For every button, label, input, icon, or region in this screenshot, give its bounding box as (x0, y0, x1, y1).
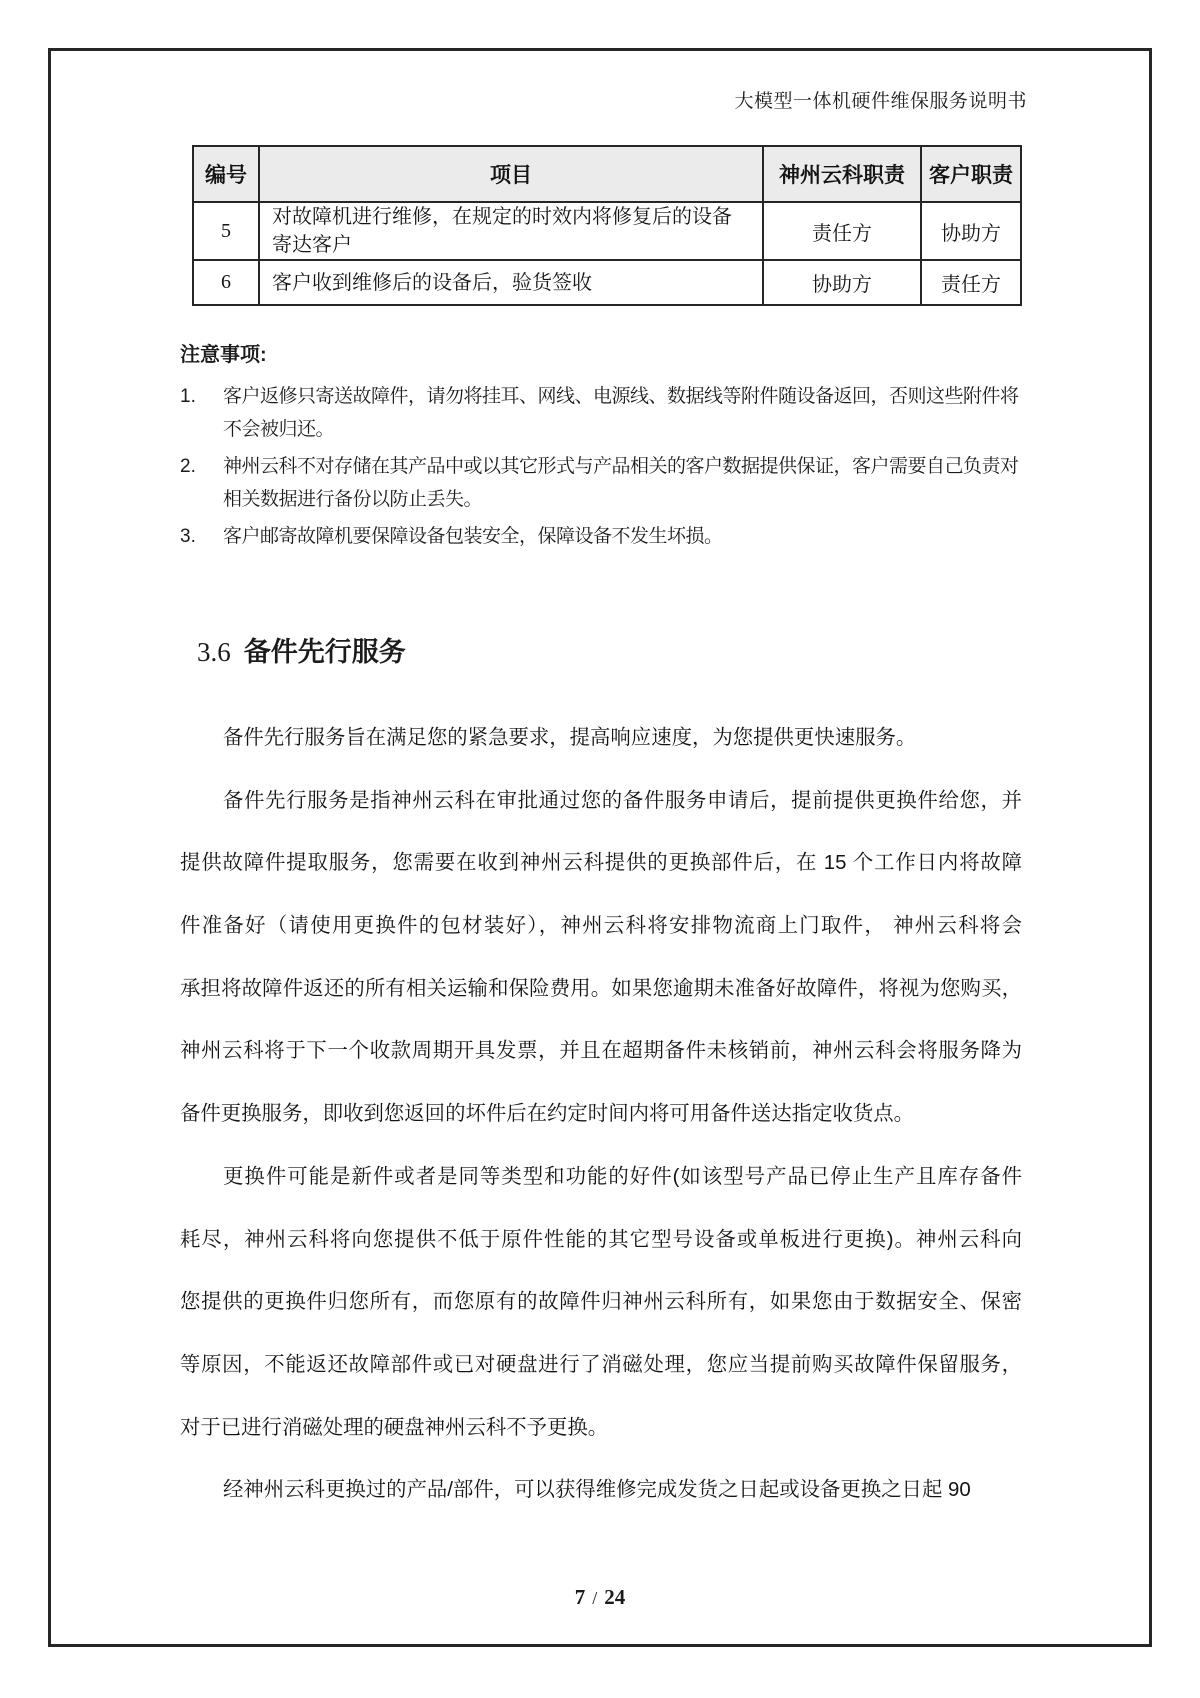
page-footer (0, 1585, 1200, 1610)
note-line: 相关数据进行备份以防止丢失。 (223, 489, 483, 510)
note-line: 客户返修只寄送故障件，请勿将挂耳、网线、电源线、数据线等附件随设备返回，否则这些附件将 (223, 386, 1019, 407)
table-header-row (193, 146, 1021, 202)
note-item (180, 380, 1025, 446)
item-cell: 客户收到维修后的设备后，验货签收 (259, 260, 763, 305)
row-number-cell: 5 (193, 202, 259, 260)
section-heading (197, 630, 406, 669)
table-row (193, 260, 1021, 305)
table-header-cell-vendor-duty: 神州云科职责 (763, 146, 921, 202)
table-header-cell-no: 编号 (193, 146, 259, 202)
customer-duty-cell: 协助方 (921, 202, 1021, 260)
note-number: 1. (180, 386, 196, 407)
body-line: 神州云科将于下一个收款周期开具发票，并且在超期备件未核销前，神州云科会将服务降为 (180, 1040, 1022, 1063)
note-line: 客户邮寄故障机要保障设备包装安全，保障设备不发生坏损。 (223, 526, 723, 547)
note-line: 不会被归还。 (223, 419, 335, 440)
note-number: 2. (180, 456, 196, 477)
footer-separator: / (592, 1588, 598, 1608)
notes-title: 注意事项: (180, 344, 267, 366)
section-title: 备件先行服务 (243, 637, 406, 667)
body-text (180, 707, 1022, 1522)
table-row (193, 202, 1021, 260)
body-line: 经神州云科更换过的产品/部件，可以获得维修完成发货之日起或设备更换之日起 90 (223, 1479, 971, 1502)
body-line: 备件更换服务，即收到您返回的坏件后在约定时间内将可用备件送达指定收货点。 (180, 1103, 915, 1126)
row-number-cell: 6 (193, 260, 259, 305)
section-number: 3.6 (197, 637, 231, 667)
body-line: 您提供的更换件归您所有，而您原有的故障件归神州云科所有，如果您由于数据安全、保密 (180, 1291, 1022, 1314)
note-item (180, 450, 1025, 516)
footer-page-number: 7 (574, 1585, 586, 1609)
note-item (180, 520, 1025, 553)
body-line: 对于已进行消磁处理的硬盘神州云科不予更换。 (180, 1416, 609, 1439)
customer-duty-cell: 责任方 (921, 260, 1021, 305)
table-header-cell-item: 项目 (259, 146, 763, 202)
responsibility-table (192, 145, 1022, 306)
body-line: 耗尽，神州云科将向您提供不低于原件性能的其它型号设备或单板进行更换)。神州云科向 (180, 1228, 1022, 1251)
body-line: 等原因，不能返还故障部件或已对硬盘进行了消磁处理，您应当提前购买故障件保留服务， (180, 1353, 1022, 1376)
table-header-cell-customer-duty: 客户职责 (921, 146, 1021, 202)
footer-total-pages: 24 (604, 1585, 626, 1609)
vendor-duty-cell: 责任方 (763, 202, 921, 260)
body-line: 承担将故障件返还的所有相关运输和保险费用。如果您逾期未准备好故障件，将视为您购买， (180, 977, 1022, 1000)
body-line: 提供故障件提取服务，您需要在收到神州云科提供的更换部件后，在 15 个工作日内将故障 (180, 852, 1022, 875)
body-line: 件准备好（请使用更换件的包材装好），神州云科将安排物流商上门取件， 神州云科将会 (180, 915, 1022, 938)
body-line: 备件先行服务旨在满足您的紧急要求，提高响应速度，为您提供更快速服务。 (223, 727, 917, 749)
note-line: 神州云科不对存储在其产品中或以其它形式与产品相关的客户数据提供保证，客户需要自己负责对 (223, 456, 1019, 477)
body-line: 备件先行服务是指神州云科在审批通过您的备件服务申请后，提前提供更换件给您，并 (223, 789, 1022, 812)
vendor-duty-cell: 协助方 (763, 260, 921, 305)
notes-section (180, 342, 1025, 557)
item-cell: 对故障机进行维修，在规定的时效内将修复后的设备寄达客户 (259, 202, 763, 260)
body-line: 更换件可能是新件或者是同等类型和功能的好件(如该型号产品已停止生产且库存备件 (223, 1165, 1022, 1188)
header-title: 大模型一体机硬件维保服务说明书 (734, 91, 1027, 112)
note-number: 3. (180, 526, 196, 547)
